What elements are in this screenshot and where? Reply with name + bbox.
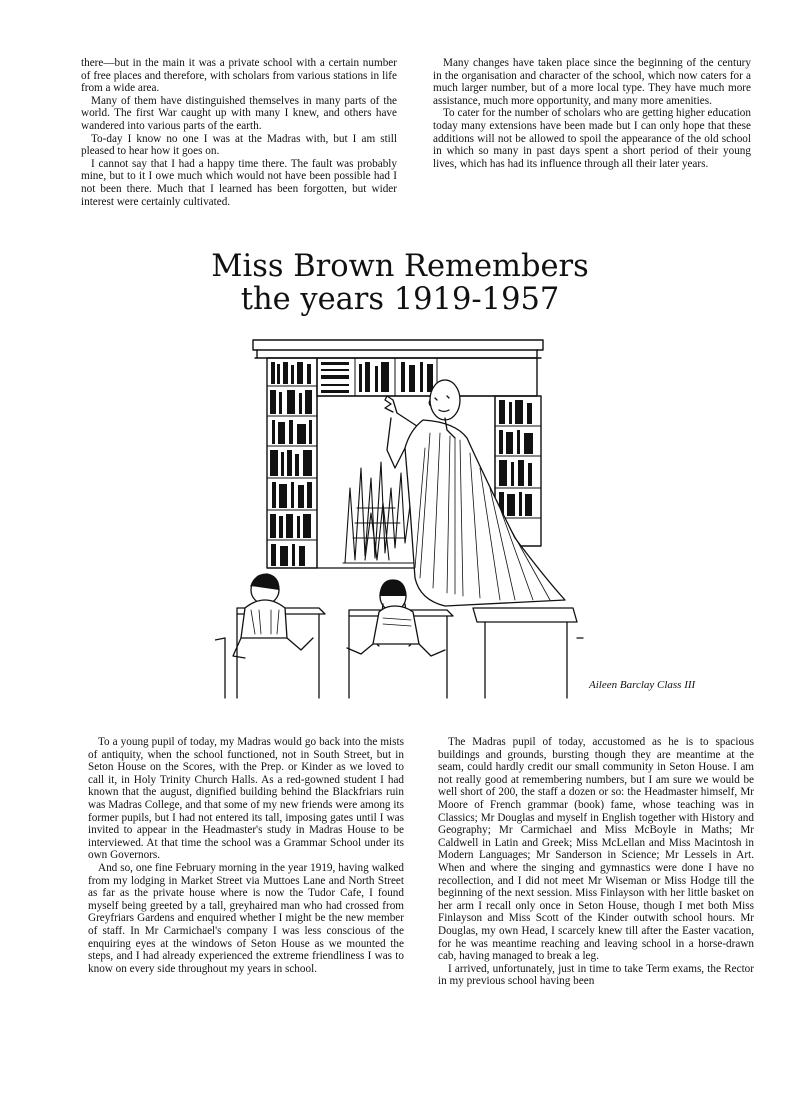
paragraph: The Madras pupil of today, accustomed as he is to spacious buildings and grounds, bursting though they are meantime at the seam, could hardly credit our small community in Seton House. I am not really good at remembering numbers, but I am sure we would be well short of 200, the staff a dozen or so: the Headmaster himself, Mr Moore of French grammar (book) fame, whose teaching was in Classics; Mr Douglas and myself in English together with History and Geography; Mr Carmichael and Miss McBoyle in Maths; Mr Caldwell in Latin and Greek; Miss McLellan and Miss Macintosh in Modern Languages; Mr Sanderson in Science; Mr Lessels in Art. When and where the singing and gymnastics were done I have no recollection, and I did not meet Mr Wiseman or Miss Hodge till the beginning of the next session. Miss Finlayson with her little basket on her arm I recall only once in Seton House, though I met both Miss Finlayson and Miss Scott of the Kinder outwith school hours. Mr Douglas, my own Head, I scarcely knew till after the Easter vacation, for he was meantime reaching and leaving school in a horse-drawn cab, having managed to break a leg. xyxy=(438,736,754,963)
article-title xyxy=(0,250,800,316)
paragraph: And so, one fine February morning in the year 1919, having walked from my lodging in Market Street via Muttoes Lane and North Street as far as the private house where is now the Tudor Cafe, I found myself being greeted by a tall, greyhaired man who had crossed from Greyfriars Gardens and enquired whether I might be the new member of staff. In Mr Carmichael's company I was less conscious of the enquiring eyes at the windows of Seton House as we mounted the steps, and I had already experienced the extreme friendliness I was to know on every side throughout my years in school. xyxy=(88,861,404,975)
paragraph: Many of them have distinguished themselves in many parts of the world. The first War caught up with many I knew, and others have wandered into various parts of the earth. xyxy=(81,94,397,132)
paragraph: To cater for the number of scholars who are getting higher education today many extensions have been made but I can only hope that these additions will not be allowed to spoil the appearance of the old school in which so many in past days spent a short period of their young lives, which has had its influence through all their later years. xyxy=(433,107,751,170)
top-left-column xyxy=(81,57,397,208)
paragraph: To a young pupil of today, my Madras would go back into the mists of antiquity, when the school functioned, not in South Street, but in Seton House on the Scores, with the Prep. or Kinder as we loved to call it, in Holy Trinity Church Halls. As a red-gowned student I had known that the august, dignified building behind the Blackfriars ruin was Madras College, and that some of my new friends were among its former pupils, but I had not entered its tall, imposing gates until I was invited to appear in the Headmaster's study in Madras House to be interviewed. At that time the school was a Grammar School under its own Governors. xyxy=(88,736,404,862)
bottom-left-column xyxy=(88,736,404,975)
title-line-2: the years 1919-1957 xyxy=(240,282,560,317)
paragraph: I cannot say that I had a happy time there. The fault was probably mine, but to it I owe much which would not have been possible had I not been there. Much that I learned has been forgotten, but wider interest were certainly cultivated. xyxy=(81,157,397,208)
title-line-1: Miss Brown Remembers xyxy=(211,249,589,284)
top-right-column xyxy=(433,57,751,170)
illustration-caption: Aileen Barclay Class III xyxy=(589,679,696,691)
classroom-illustration xyxy=(215,338,585,703)
paragraph: Many changes have taken place since the beginning of the century in the organisation and character of the school, which now caters for a much larger number, but of a more local type. They have much more assistance, much more opportunity, and many more amenities. xyxy=(433,57,751,107)
paragraph: I arrived, unfortunately, just in time to take Term exams, the Rector in my previous school having been xyxy=(438,962,754,988)
paragraph: there—but in the main it was a private school with a certain number of free places and therefore, with scholars from various stations in life from a wide area. xyxy=(81,57,397,95)
paragraph: To-day I know no one I was at the Madras with, but I am still pleased to hear how it goes on. xyxy=(81,132,397,158)
bottom-right-column xyxy=(438,736,754,988)
